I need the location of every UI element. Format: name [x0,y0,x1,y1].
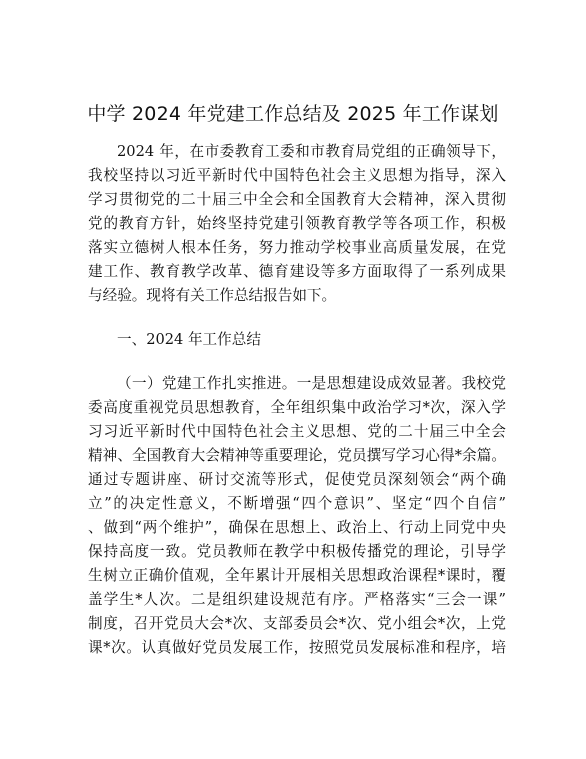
body-line: 课*次。认真做好党员发展工作，按照党员发展标准和程序，培 [88,639,506,656]
intro-line: 与经验。现将有关工作总结报告如下。 [88,287,337,304]
body-line: 制度，召开党员大会*次、支部委员会*次、党小组会*次，上党 [88,615,506,632]
intro-line: 落实立德树人根本任务，努力推动学校事业高质量发展，在党 [88,239,506,256]
document-title: 中学 2024 年党建工作总结及 2025 年工作谋划 [87,103,499,125]
body-line: 生树立正确价值观，全年累计开展相关思想政治课程*课时，覆 [88,567,506,584]
body-line: 保持高度一致。党员教师在教学中积极传播党的理论，引导学 [88,543,506,560]
intro-line: 党的教育方针，始终坚持党建引领教育教学等各项工作，积极 [88,215,506,232]
body-line: 立”的决定性意义，不断增强“四个意识”、坚定“四个自信” [88,495,506,512]
body-line: （一）党建工作扎实推进。一是思想建设成效显著。我校党 [117,375,506,392]
intro-line: 我校坚持以习近平新时代中国特色社会主义思想为指导，深入 [88,167,506,184]
section-heading: 一、2024 年工作总结 [117,331,261,348]
body-line: 、做到“两个维护”，确保在思想上、政治上、行动上同党中央 [88,519,506,536]
intro-line: 2024 年，在市委教育工委和市教育局党组的正确领导下， [117,143,506,160]
body-line: 通过专题讲座、研讨交流等形式，促使党员深刻领会“两个确 [88,471,506,488]
body-line: 委高度重视党员思想教育，全年组织集中政治学习*次，深入学 [88,399,506,416]
body-line: 盖学生*人次。二是组织建设规范有序。严格落实“三会一课” [88,591,506,608]
body-line: 精神、全国教育大会精神等重要理论，党员撰写学习心得*余篇。 [88,447,506,464]
intro-line: 建工作、教育教学改革、德育建设等多方面取得了一系列成果 [88,263,506,280]
intro-line: 学习贯彻党的二十届三中全会和全国教育大会精神，深入贯彻 [88,191,506,208]
body-line: 习习近平新时代中国特色社会主义思想、党的二十届三中全会 [88,423,506,440]
